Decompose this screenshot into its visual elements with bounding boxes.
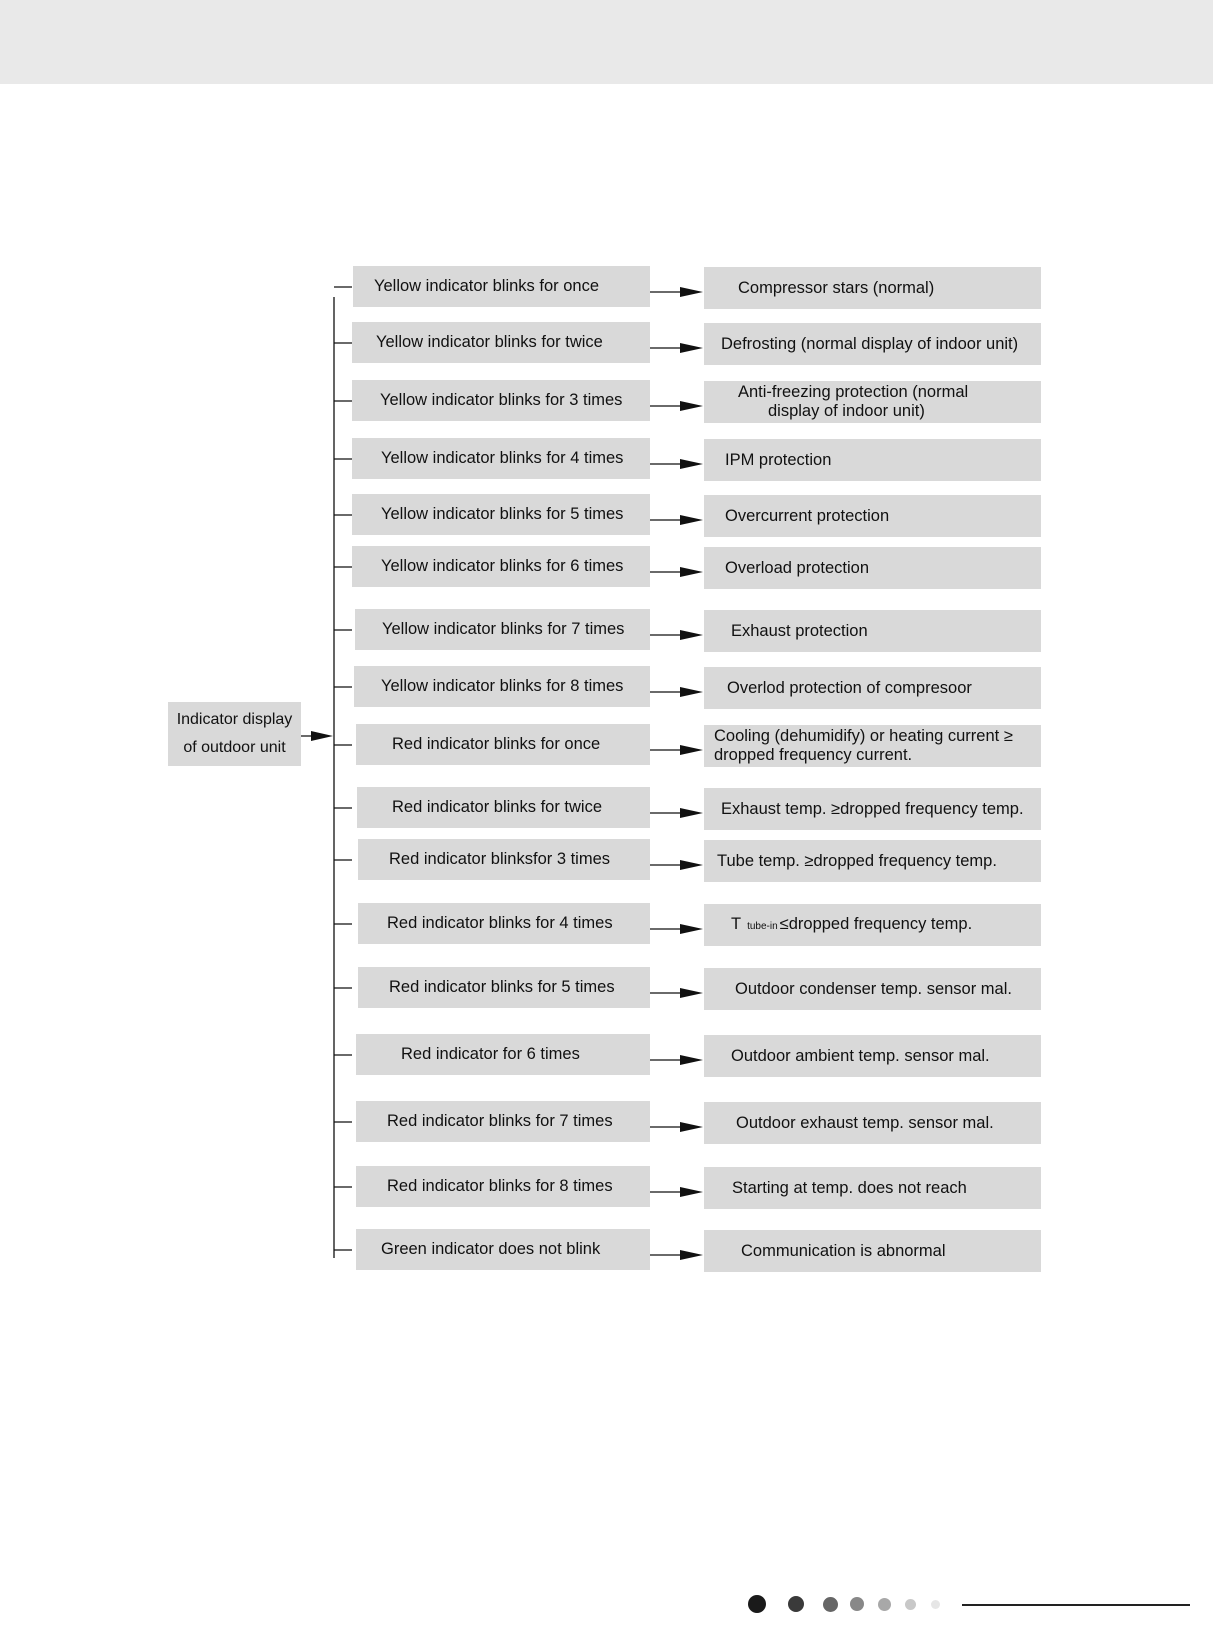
meaning-line: Anti-freezing protection (normal bbox=[738, 383, 969, 401]
row-arrowhead bbox=[680, 459, 703, 469]
meaning-label bbox=[735, 980, 1012, 999]
meaning-box bbox=[704, 667, 1041, 709]
meaning-line: Overcurrent protection bbox=[725, 506, 890, 525]
indicator-box bbox=[352, 380, 650, 421]
meaning-box bbox=[704, 610, 1041, 652]
meaning-label bbox=[721, 800, 1024, 819]
page-dot bbox=[748, 1595, 766, 1613]
indicator-label: Yellow indicator blinks for 4 times bbox=[381, 449, 624, 467]
meaning-line: Tube temp. ≥dropped frequency temp. bbox=[717, 851, 997, 870]
meaning-line: Defrosting (normal display of indoor unit) bbox=[721, 334, 1019, 353]
indicator-box bbox=[352, 494, 650, 535]
meaning-text: ≤dropped frequency temp. bbox=[779, 914, 973, 933]
meaning-box bbox=[704, 788, 1041, 830]
meaning-box bbox=[704, 439, 1041, 481]
indicator-label: Yellow indicator blinks for twice bbox=[376, 333, 603, 351]
row-arrowhead bbox=[680, 808, 703, 818]
indicator-label: Red indicator for 6 times bbox=[401, 1045, 580, 1063]
row-arrowhead bbox=[680, 988, 703, 998]
meaning-label bbox=[738, 279, 934, 298]
indicator-box bbox=[357, 787, 650, 828]
meaning-label bbox=[738, 383, 968, 421]
indicator-label: Red indicator blinks for twice bbox=[392, 798, 603, 816]
root-label-line-2: of outdoor unit bbox=[183, 739, 286, 756]
meaning-box bbox=[704, 725, 1041, 767]
indicator-label: Yellow indicator blinks for 8 times bbox=[381, 677, 624, 695]
meaning-line: display of indoor unit) bbox=[768, 402, 925, 420]
indicator-box bbox=[356, 1166, 650, 1207]
page-dot bbox=[905, 1599, 916, 1610]
meaning-box bbox=[704, 904, 1041, 946]
indicator-label: Green indicator does not blink bbox=[381, 1240, 601, 1258]
meaning-label bbox=[725, 559, 869, 578]
root-node-outdoor-indicator bbox=[168, 702, 301, 766]
meaning-box bbox=[704, 1230, 1041, 1272]
row-arrowhead bbox=[680, 745, 703, 755]
meaning-label bbox=[731, 1047, 990, 1066]
indicator-label: Yellow indicator blinks for 6 times bbox=[381, 557, 624, 575]
meaning-box bbox=[704, 968, 1041, 1010]
meaning-line: Exhaust protection bbox=[731, 621, 868, 640]
page-dot bbox=[878, 1598, 891, 1611]
indicator-box bbox=[352, 438, 650, 479]
row-arrowhead bbox=[680, 401, 703, 411]
meaning-label bbox=[731, 915, 972, 936]
meaning-box bbox=[704, 1102, 1041, 1144]
meaning-line: Overload protection bbox=[725, 558, 869, 577]
meaning-box bbox=[704, 323, 1041, 365]
meaning-line: Overlod protection of compresoor bbox=[727, 678, 972, 697]
meaning-label bbox=[721, 335, 1018, 354]
meaning-label bbox=[725, 451, 831, 470]
meaning-line: Outdoor condenser temp. sensor mal. bbox=[735, 979, 1012, 998]
indicator-label: Red indicator blinks for once bbox=[392, 735, 601, 753]
indicator-label: Yellow indicator blinks for 5 times bbox=[381, 505, 624, 523]
meaning-box bbox=[704, 1167, 1041, 1209]
row-arrowhead bbox=[680, 860, 703, 870]
indicator-label: Red indicator blinks for 4 times bbox=[387, 914, 613, 932]
meaning-box bbox=[704, 381, 1041, 423]
page-dot bbox=[850, 1597, 864, 1611]
meaning-symbol: T bbox=[731, 914, 742, 933]
meaning-label bbox=[732, 1179, 967, 1198]
footer-rule bbox=[962, 1604, 1190, 1606]
indicator-box bbox=[358, 967, 650, 1008]
meaning-box bbox=[704, 1035, 1041, 1077]
meaning-line: dropped frequency current. bbox=[714, 746, 913, 764]
indicator-label: Yellow indicator blinks for 3 times bbox=[380, 391, 623, 409]
row-arrowhead bbox=[680, 343, 703, 353]
meaning-label bbox=[725, 507, 889, 526]
meaning-line: Exhaust temp. ≥dropped frequency temp. bbox=[721, 799, 1024, 818]
row-arrowhead bbox=[680, 567, 703, 577]
indicator-box bbox=[355, 609, 650, 650]
meaning-box bbox=[704, 267, 1041, 309]
indicator-label: Yellow indicator blinks for once bbox=[374, 277, 600, 295]
indicator-box bbox=[356, 724, 650, 765]
indicator-box bbox=[353, 266, 650, 307]
indicator-label: Red indicator blinksfor 3 times bbox=[389, 850, 611, 868]
row-arrowhead bbox=[680, 687, 703, 697]
indicator-box bbox=[354, 666, 650, 707]
meaning-subscript: tube-in bbox=[747, 920, 778, 932]
meaning-line: Compressor stars (normal) bbox=[738, 278, 935, 297]
meaning-label bbox=[714, 727, 1013, 765]
meaning-line: IPM protection bbox=[725, 450, 832, 469]
indicator-box bbox=[352, 322, 650, 363]
indicator-box bbox=[352, 546, 650, 587]
row-arrowhead bbox=[680, 924, 703, 934]
indicator-label: Red indicator blinks for 5 times bbox=[389, 978, 615, 996]
meaning-line: Starting at temp. does not reach bbox=[732, 1178, 967, 1197]
meaning-label bbox=[717, 852, 997, 871]
root-label-line-1: Indicator display bbox=[176, 711, 293, 728]
row-arrowhead bbox=[680, 1187, 703, 1197]
meaning-label bbox=[736, 1114, 994, 1133]
row-arrowhead bbox=[680, 1250, 703, 1260]
row-arrowhead bbox=[680, 1055, 703, 1065]
meaning-line: Outdoor ambient temp. sensor mal. bbox=[731, 1046, 990, 1065]
meaning-line: Cooling (dehumidify) or heating current ≥ bbox=[714, 727, 1013, 745]
meaning-box bbox=[704, 495, 1041, 537]
root-arrowhead bbox=[311, 731, 333, 741]
meaning-box bbox=[704, 547, 1041, 589]
indicator-box bbox=[356, 1101, 650, 1142]
meaning-label bbox=[731, 622, 868, 641]
indicator-label: Red indicator blinks for 7 times bbox=[387, 1112, 613, 1130]
indicator-box bbox=[356, 1034, 650, 1075]
row-arrowhead bbox=[680, 630, 703, 640]
indicator-label: Yellow indicator blinks for 7 times bbox=[382, 620, 625, 638]
row-arrowhead bbox=[680, 515, 703, 525]
meaning-label bbox=[741, 1242, 946, 1261]
meaning-line: Outdoor exhaust temp. sensor mal. bbox=[736, 1113, 994, 1132]
page-dot bbox=[931, 1600, 940, 1609]
page-dot bbox=[788, 1596, 804, 1612]
indicator-label: Red indicator blinks for 8 times bbox=[387, 1177, 613, 1195]
indicator-box bbox=[356, 1229, 650, 1270]
row-arrowhead bbox=[680, 287, 703, 297]
meaning-label bbox=[727, 679, 972, 698]
indicator-box bbox=[358, 839, 650, 880]
meaning-line: Communication is abnormal bbox=[741, 1241, 946, 1260]
row-arrowhead bbox=[680, 1122, 703, 1132]
indicator-box bbox=[358, 903, 650, 944]
page-dot bbox=[823, 1597, 838, 1612]
meaning-box bbox=[704, 840, 1041, 882]
